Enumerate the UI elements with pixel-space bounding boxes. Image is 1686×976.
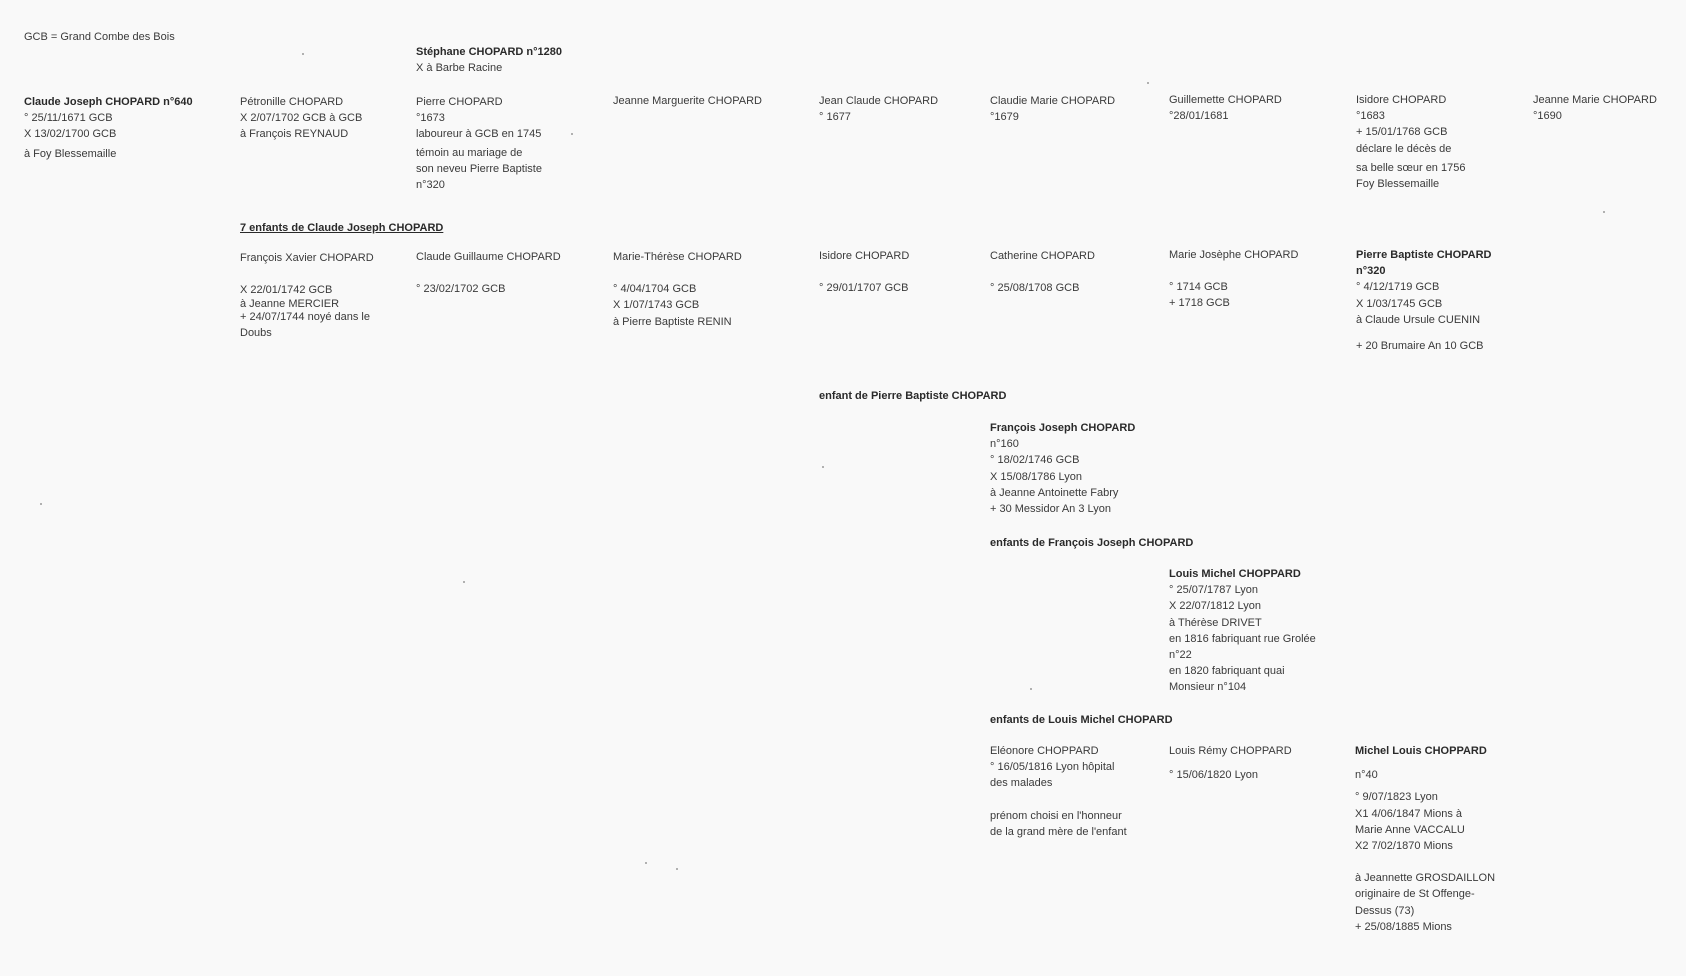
scan-speck xyxy=(676,868,678,870)
person-name: Marie-Thérèse CHOPARD xyxy=(613,251,742,263)
scan-speck xyxy=(463,581,465,583)
person-detail: des malades xyxy=(990,777,1053,790)
person-detail: n°160 xyxy=(990,438,1019,451)
gen5-person-michel-louis xyxy=(1355,743,1495,935)
gen5-person-eleonore xyxy=(990,743,1127,840)
person-name: Jeanne Marie CHOPARD xyxy=(1533,94,1657,106)
person-detail xyxy=(990,264,1095,280)
scan-speck xyxy=(571,133,573,135)
gen2-person-claude-guillaume xyxy=(416,249,561,297)
person-detail: à Thérèse DRIVET xyxy=(1169,616,1262,629)
person-detail: Monsieur n°104 xyxy=(1169,681,1247,694)
gen5-heading: enfants de Louis Michel CHOPARD xyxy=(990,714,1173,726)
gen1-person-jean-claude xyxy=(819,93,938,125)
person-detail: n°22 xyxy=(1169,649,1192,662)
person-detail: Marie Anne VACCALU xyxy=(1355,823,1465,836)
gen1-person-petronille xyxy=(240,94,362,143)
person-detail: ° 1714 GCB xyxy=(1169,281,1228,294)
person-detail xyxy=(613,265,742,281)
gen2-heading: 7 enfants de Claude Joseph CHOPARD xyxy=(240,222,444,234)
person-name: Pétronille CHOPARD xyxy=(240,96,344,108)
person-detail: X 13/02/1700 GCB xyxy=(24,128,117,141)
gen2-person-marie-therese xyxy=(613,249,742,330)
person-detail: + 1718 GCB xyxy=(1169,297,1230,310)
person-detail: en 1816 fabriquant rue Grolée xyxy=(1169,632,1316,645)
person-name: Michel Louis CHOPPARD xyxy=(1355,745,1487,757)
gen4-heading: enfants de François Joseph CHOPARD xyxy=(990,537,1194,549)
person-name: Pierre CHOPARD xyxy=(416,96,503,108)
gen5-person-louis-remy xyxy=(1169,743,1292,783)
person-detail: °28/01/1681 xyxy=(1169,110,1229,123)
legend-note: GCB = Grand Combe des Bois xyxy=(24,31,175,43)
person-detail: son neveu Pierre Baptiste xyxy=(416,162,542,175)
person-detail: °1690 xyxy=(1533,110,1562,123)
scan-speck xyxy=(302,53,304,55)
person-detail: X 15/08/1786 Lyon xyxy=(990,470,1082,483)
person-detail: ° 23/02/1702 GCB xyxy=(416,283,506,296)
person-detail: ° 16/05/1816 Lyon hôpital xyxy=(990,761,1115,774)
person-detail: déclare le décès de xyxy=(1356,142,1452,155)
gen4-person-louis-michel xyxy=(1169,566,1316,696)
person-detail xyxy=(1355,759,1495,767)
person-name: Catherine CHOPARD xyxy=(990,250,1095,262)
person-detail: ° 25/07/1787 Lyon xyxy=(1169,584,1259,597)
person-name: Pierre Baptiste CHOPARD n°320 xyxy=(1356,249,1492,278)
scan-speck xyxy=(645,862,647,864)
person-detail: ° 25/11/1671 GCB xyxy=(24,112,113,125)
person-detail: ° 15/06/1820 Lyon xyxy=(1169,769,1259,782)
person-name: Isidore CHOPARD xyxy=(1356,94,1447,106)
person-name: Claude Joseph CHOPARD n°640 xyxy=(24,96,193,108)
person-detail: X1 4/06/1847 Mions à xyxy=(1355,807,1463,820)
scan-speck xyxy=(1603,211,1605,213)
person-detail: à Jeannette GROSDAILLON xyxy=(1355,872,1496,885)
person-detail: °1679 xyxy=(990,111,1019,124)
person-detail: °1683 xyxy=(1356,110,1385,123)
person-detail xyxy=(240,266,374,282)
person-name: François Xavier CHOPARD xyxy=(240,252,374,264)
person-name: Marie Josèphe CHOPARD xyxy=(1169,249,1299,261)
person-detail: à François REYNAUD xyxy=(240,128,349,141)
person-detail: X 1/07/1743 GCB xyxy=(613,299,700,312)
person-detail: X 22/01/1742 GCB xyxy=(240,284,333,297)
person-detail: + 30 Messidor An 3 Lyon xyxy=(990,503,1111,516)
person-detail: n°40 xyxy=(1355,769,1378,782)
person-detail: ° 4/12/1719 GCB xyxy=(1356,281,1440,294)
gen3-person-francois-joseph xyxy=(990,420,1135,517)
person-detail: X 1/03/1745 GCB xyxy=(1356,297,1443,310)
root-spouse: X à Barbe Racine xyxy=(416,62,503,75)
person-detail: à Jeanne MERCIER xyxy=(240,298,340,311)
gen2-person-catherine xyxy=(990,248,1095,296)
person-detail: Dessus (73) xyxy=(1355,904,1415,917)
person-detail: + 24/07/1744 noyé dans le xyxy=(240,310,370,323)
gen2-person-marie-josephe xyxy=(1169,247,1298,312)
person-name: Louis Rémy CHOPPARD xyxy=(1169,745,1292,757)
gen2-person-pierre-baptiste xyxy=(1356,247,1496,354)
person-detail xyxy=(416,265,561,281)
person-detail: + 15/01/1768 GCB xyxy=(1356,126,1448,139)
scan-speck xyxy=(1147,82,1149,84)
person-name: Claude Guillaume CHOPARD xyxy=(416,251,561,263)
person-detail xyxy=(1355,854,1495,870)
person-detail: à Foy Blessemaille xyxy=(24,147,117,160)
gen1-person-guillemette xyxy=(1169,92,1282,124)
person-detail: X2 7/02/1870 Mions xyxy=(1355,840,1453,853)
person-detail: de la grand mère de l'enfant xyxy=(990,825,1127,838)
person-name: François Joseph CHOPARD xyxy=(990,422,1136,434)
gen1-person-claudie-marie xyxy=(990,93,1115,125)
person-name: Eléonore CHOPPARD xyxy=(990,745,1099,757)
person-detail: ° 25/08/1708 GCB xyxy=(990,282,1080,295)
person-detail: témoin au mariage de xyxy=(416,146,523,159)
gen2-person-francois-xavier xyxy=(240,250,374,341)
person-detail: + 25/08/1885 Mions xyxy=(1355,920,1452,933)
person-name: Guillemette CHOPARD xyxy=(1169,94,1282,106)
person-detail: ° 1677 xyxy=(819,111,851,124)
person-detail xyxy=(990,792,1127,808)
person-name: Jean Claude CHOPARD xyxy=(819,95,939,107)
person-name: Isidore CHOPARD xyxy=(819,250,910,262)
root-name: Stéphane CHOPARD n°1280 xyxy=(416,46,563,58)
gen1-person-claude-joseph xyxy=(24,94,193,162)
person-detail: °1673 xyxy=(416,112,445,125)
person-detail: n°320 xyxy=(416,179,445,192)
person-detail: à Jeanne Antoinette Fabry xyxy=(990,486,1119,499)
person-detail xyxy=(1169,263,1298,279)
person-detail: ° 18/02/1746 GCB xyxy=(990,454,1080,467)
person-detail: X 2/07/1702 GCB à GCB xyxy=(240,112,363,125)
scan-speck xyxy=(1030,688,1032,690)
gen2-person-isidore xyxy=(819,248,909,296)
person-detail: en 1820 fabriquant quai xyxy=(1169,665,1285,678)
person-detail: Foy Blessemaille xyxy=(1356,178,1440,191)
person-detail: sa belle sœur en 1756 xyxy=(1356,161,1466,174)
scan-speck xyxy=(822,466,824,468)
gen1-person-isidore xyxy=(1356,92,1465,192)
person-detail: prénom choisi en l'honneur xyxy=(990,809,1122,822)
person-detail: laboureur à GCB en 1745 xyxy=(416,128,542,141)
gen1-person-jeanne-marie xyxy=(1533,92,1657,124)
person-name: Jeanne Marguerite CHOPARD xyxy=(613,95,762,107)
person-name: Claudie Marie CHOPARD xyxy=(990,95,1116,107)
person-detail: X 22/07/1812 Lyon xyxy=(1169,600,1261,613)
person-name: Louis Michel CHOPPARD xyxy=(1169,568,1301,580)
gen1-person-jeanne-marguerite xyxy=(613,93,762,109)
person-detail: ° 29/01/1707 GCB xyxy=(819,282,909,295)
person-detail: à Claude Ursule CUENIN xyxy=(1356,313,1481,326)
scan-speck xyxy=(40,503,42,505)
gen3-heading: enfant de Pierre Baptiste CHOPARD xyxy=(819,390,1007,402)
person-detail: + 20 Brumaire An 10 GCB xyxy=(1356,340,1484,353)
root-ancestor xyxy=(416,44,562,76)
person-detail: Doubs xyxy=(240,326,272,339)
person-detail: ° 9/07/1823 Lyon xyxy=(1355,791,1438,804)
person-detail: ° 4/04/1704 GCB xyxy=(613,283,697,296)
person-detail xyxy=(1169,759,1292,767)
person-detail xyxy=(819,264,909,280)
gen1-person-pierre xyxy=(416,94,542,193)
person-detail: à Pierre Baptiste RENIN xyxy=(613,315,732,328)
person-detail: originaire de St Offenge- xyxy=(1355,888,1475,901)
